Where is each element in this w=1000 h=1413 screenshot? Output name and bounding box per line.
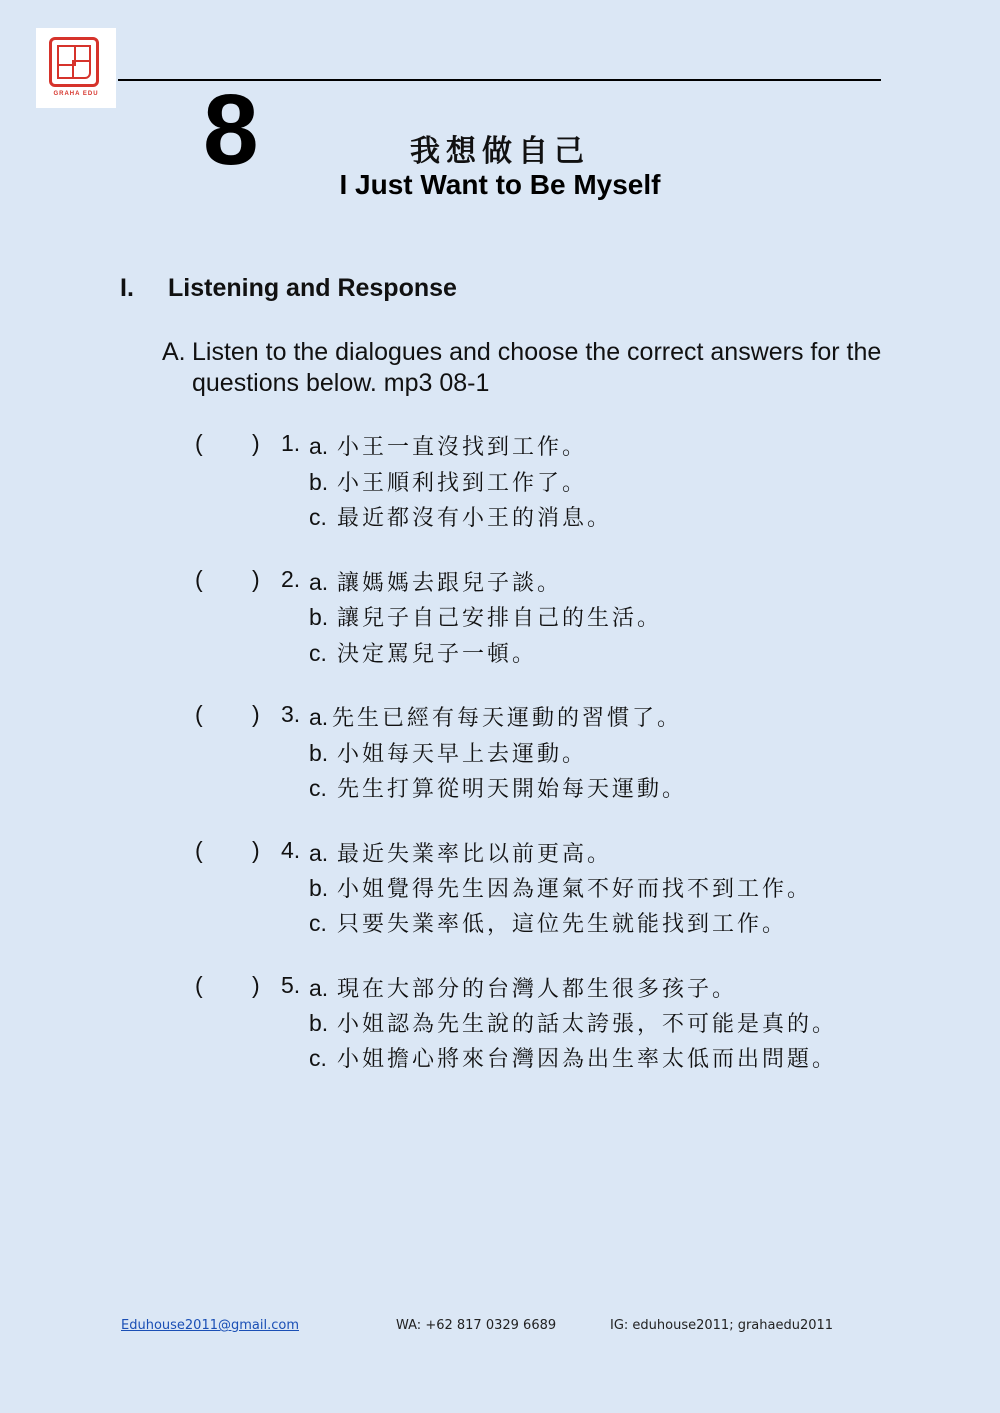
footer-instagram: IG: eduhouse2011; grahaedu2011 — [610, 1318, 834, 1333]
option-c — [309, 907, 787, 938]
answer-blank-open[interactable]: ( — [195, 430, 203, 456]
instruction-label: A. — [162, 338, 186, 366]
option-b — [309, 466, 587, 497]
option-text: 小王一直沒找到工作。 — [337, 435, 588, 460]
option-letter: c. — [309, 504, 327, 530]
question-4 — [195, 837, 915, 947]
question-number: 2. — [281, 566, 301, 592]
email-link[interactable]: Eduhouse2011@gmail.com — [121, 1318, 299, 1333]
seal-logo-icon — [49, 37, 99, 87]
option-text: 先生打算從明天開始每天運動。 — [337, 777, 688, 802]
option-letter: c. — [309, 1045, 327, 1071]
question-2 — [195, 566, 915, 676]
section-heading — [120, 274, 457, 303]
answer-blank-close[interactable]: ) — [252, 837, 260, 863]
answer-blank-close[interactable]: ) — [252, 972, 260, 998]
option-letter: c. — [309, 775, 327, 801]
option-text: 小王順利找到工作了。 — [337, 471, 588, 496]
answer-blank-close[interactable]: ) — [252, 566, 260, 592]
option-text: 最近都沒有小王的消息。 — [337, 506, 613, 531]
option-text: 先生已經有每天運動的習慣了。 — [332, 706, 683, 731]
option-letter: a. — [309, 840, 329, 866]
option-letter: a. — [309, 704, 329, 730]
option-a — [309, 837, 612, 868]
option-a — [309, 430, 587, 461]
chapter-number: 8 — [203, 74, 259, 186]
question-number: 5. — [281, 972, 301, 998]
option-b — [309, 601, 662, 632]
option-text: 最近失業率比以前更高。 — [337, 842, 613, 867]
question-5 — [195, 972, 915, 1082]
chapter-title-chinese: 我想做自己 — [410, 134, 590, 169]
option-b — [309, 872, 812, 903]
section-number: I. — [120, 274, 134, 302]
answer-blank-open[interactable]: ( — [195, 972, 203, 998]
option-letter: a. — [309, 569, 329, 595]
section-title: Listening and Response — [168, 274, 457, 302]
option-letter: b. — [309, 469, 329, 495]
option-b — [309, 737, 587, 768]
question-number: 4. — [281, 837, 301, 863]
logo-caption: GRAHA EDU — [53, 91, 99, 97]
option-c — [309, 1042, 837, 1073]
option-text: 小姐認為先生說的話太誇張，不可能是真的。 — [337, 1012, 838, 1037]
option-c — [309, 501, 612, 532]
footer-whatsapp: WA: +62 817 0329 6689 — [396, 1318, 557, 1333]
option-letter: c. — [309, 640, 327, 666]
option-text: 現在大部分的台灣人都生很多孩子。 — [337, 977, 738, 1002]
option-c — [309, 772, 687, 803]
option-letter: b. — [309, 740, 329, 766]
option-a — [309, 566, 562, 597]
option-a — [309, 701, 682, 732]
question-1 — [195, 430, 915, 540]
instruction — [162, 337, 892, 399]
option-text: 讓兒子自己安排自己的生活。 — [337, 606, 663, 631]
option-text: 讓媽媽去跟兒子談。 — [337, 571, 563, 596]
answer-blank-close[interactable]: ) — [252, 701, 260, 727]
option-a — [309, 972, 737, 1003]
option-c — [309, 637, 537, 668]
option-letter: c. — [309, 910, 327, 936]
answer-blank-close[interactable]: ) — [252, 430, 260, 456]
option-text: 小姐擔心將來台灣因為出生率太低而出問題。 — [337, 1047, 838, 1072]
question-number: 1. — [281, 430, 301, 456]
question-number: 3. — [281, 701, 301, 727]
option-letter: b. — [309, 1010, 329, 1036]
option-letter: a. — [309, 975, 329, 1001]
option-b — [309, 1007, 837, 1038]
chapter-title-english: I Just Want to Be Myself — [339, 169, 661, 200]
answer-blank-open[interactable]: ( — [195, 837, 203, 863]
option-letter: b. — [309, 875, 329, 901]
footer-email — [121, 1318, 299, 1333]
logo — [36, 28, 116, 108]
option-text: 決定罵兒子一頓。 — [337, 642, 538, 667]
option-letter: b. — [309, 604, 329, 630]
instruction-text: Listen to the dialogues and choose the correct answers for the questions below. mp3 08-1 — [192, 338, 882, 397]
option-letter: a. — [309, 433, 329, 459]
answer-blank-open[interactable]: ( — [195, 701, 203, 727]
option-text: 只要失業率低，這位先生就能找到工作。 — [337, 912, 788, 937]
option-text: 小姐覺得先生因為運氣不好而找不到工作。 — [337, 877, 813, 902]
question-3 — [195, 701, 915, 811]
option-text: 小姐每天早上去運動。 — [337, 742, 588, 767]
answer-blank-open[interactable]: ( — [195, 566, 203, 592]
